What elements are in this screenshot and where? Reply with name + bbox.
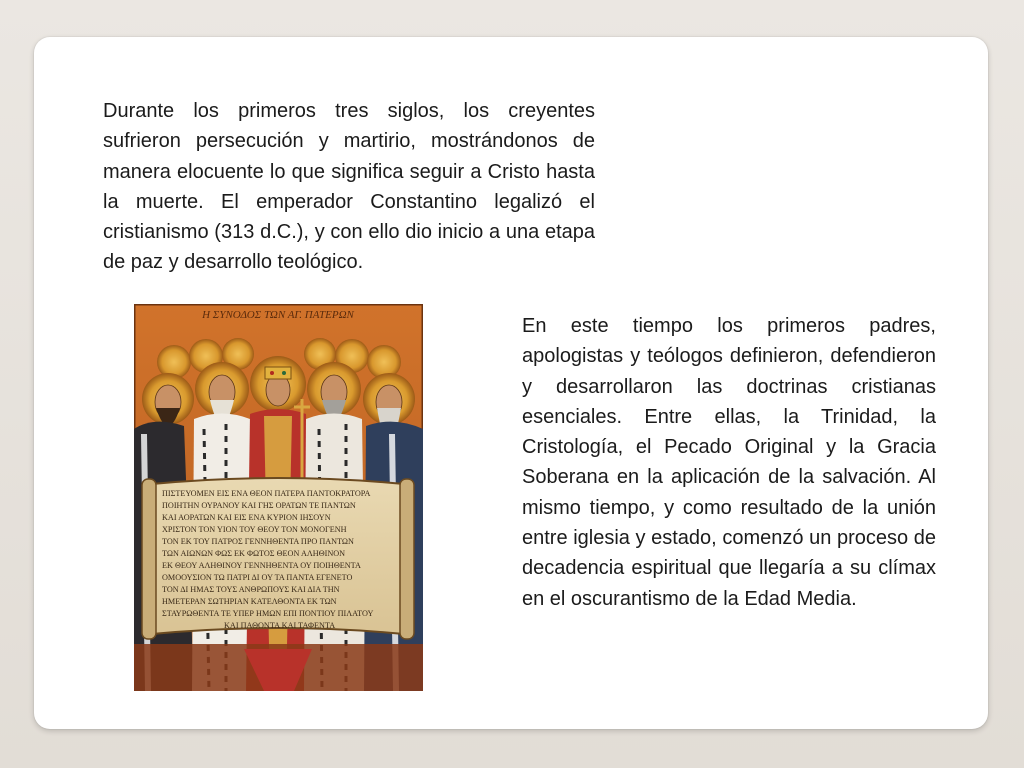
emperor-crown: [265, 367, 291, 379]
scroll-text-line: ΕΚ ΘΕΟΥ ΑΛΗΘΙΝΟΥ ΓΕΝΝΗΘΕΝΤΑ ΟΥ ΠΟΙΗΘΕΝΤΑ: [162, 561, 361, 570]
scroll-text-line: ΤΟΝ ΕΚ ΤΟΥ ΠΑΤΡΟΣ ΓΕΝΝΗΘΕΝΤΑ ΠΡΟ ΠΑΝΤΩΝ: [162, 537, 354, 546]
scroll-text-line: ΤΟΝ ΔΙ ΗΜΑΣ ΤΟΥΣ ΑΝΘΡΩΠΟΥΣ ΚΑΙ ΔΙΑ ΤΗΝ: [162, 585, 340, 594]
scroll-text-line: ΠΙΣΤΕΥΟΜΕΝ ΕΙΣ ΕΝΑ ΘΕΟΝ ΠΑΤΕΡΑ ΠΑΝΤΟΚΡΑΤΟΡΑ: [162, 489, 371, 498]
scroll-text-line: ΗΜΕΤΕΡΑΝ ΣΩΤΗΡΙΑΝ ΚΑΤΕΛΘΟΝΤΑ ΕΚ ΤΩΝ: [162, 597, 337, 606]
council-icon-image: [134, 304, 423, 691]
icon-inscription: Η ΣΥΝΟΔΟΣ ΤΩΝ ΑΓ. ΠΑΤΕΡΩΝ: [202, 309, 354, 321]
scroll-text-line: ΚΑΙ ΑΟΡΑΤΩΝ ΚΑΙ ΕΙΣ ΕΝΑ ΚΥΡΙΟΝ ΙΗΣΟΥΝ: [162, 513, 331, 522]
scroll-text-line: ΠΟΙΗΤΗΝ ΟΥΡΑΝΟΥ ΚΑΙ ΓΗΣ ΟΡΑΤΩΝ ΤΕ ΠΑΝΤΩΝ: [162, 501, 356, 510]
scroll-text-line: ΚΑΙ ΠΑΘΟΝΤΑ ΚΑΙ ΤΑΦΕΝΤΑ: [224, 621, 336, 630]
scroll-text-line: ΤΩΝ ΑΙΩΝΩΝ ΦΩΣ ΕΚ ΦΩΤΟΣ ΘΕΟΝ ΑΛΗΘΙΝΟΝ: [162, 549, 346, 558]
paragraph-right: En este tiempo los primeros padres, apologistas y teólogos definieron, defendieron y desarrollaron las doctrinas cristianas esenciales. Entre ellas, la Trinidad, la Cristología, el Pecado Original y la Gracia Soberana en la aplicación de la salvación. Al mismo tiempo, y como resultado de la unión entre iglesia y estado, comenzó un proceso de decadencia espiritual que llegaría a su clímax en el oscurantismo de la Edad Media.: [522, 315, 936, 610]
paragraph-top: Durante los primeros tres siglos, los creyentes sufrieron persecución y martirio, mostrándonos de manera elocuente lo que significa seguir a Cristo hasta la muerte. El emperador Constantino legalizó el cristianismo (313 d.C.), y con ello dio inicio a una etapa de paz y desarrollo teológico.: [103, 100, 595, 274]
slide-card: [34, 37, 988, 729]
scroll-text-line: ΣΤΑΥΡΩΘΕΝΤΑ ΤΕ ΥΠΕΡ ΗΜΩΝ ΕΠΙ ΠΟΝΤΙΟΥ ΠΙΛΑΤΟΥ: [162, 609, 374, 618]
scroll-text-line: ΟΜΟΟΥΣΙΟΝ ΤΩ ΠΑΤΡΙ ΔΙ ΟΥ ΤΑ ΠΑΝΤΑ ΕΓΕΝΕΤΟ: [162, 573, 353, 582]
scroll-text-line: ΧΡΙΣΤΟΝ ΤΟΝ ΥΙΟΝ ΤΟΥ ΘΕΟΥ ΤΟΝ ΜΟΝΟΓΕΝΗ: [162, 525, 347, 534]
